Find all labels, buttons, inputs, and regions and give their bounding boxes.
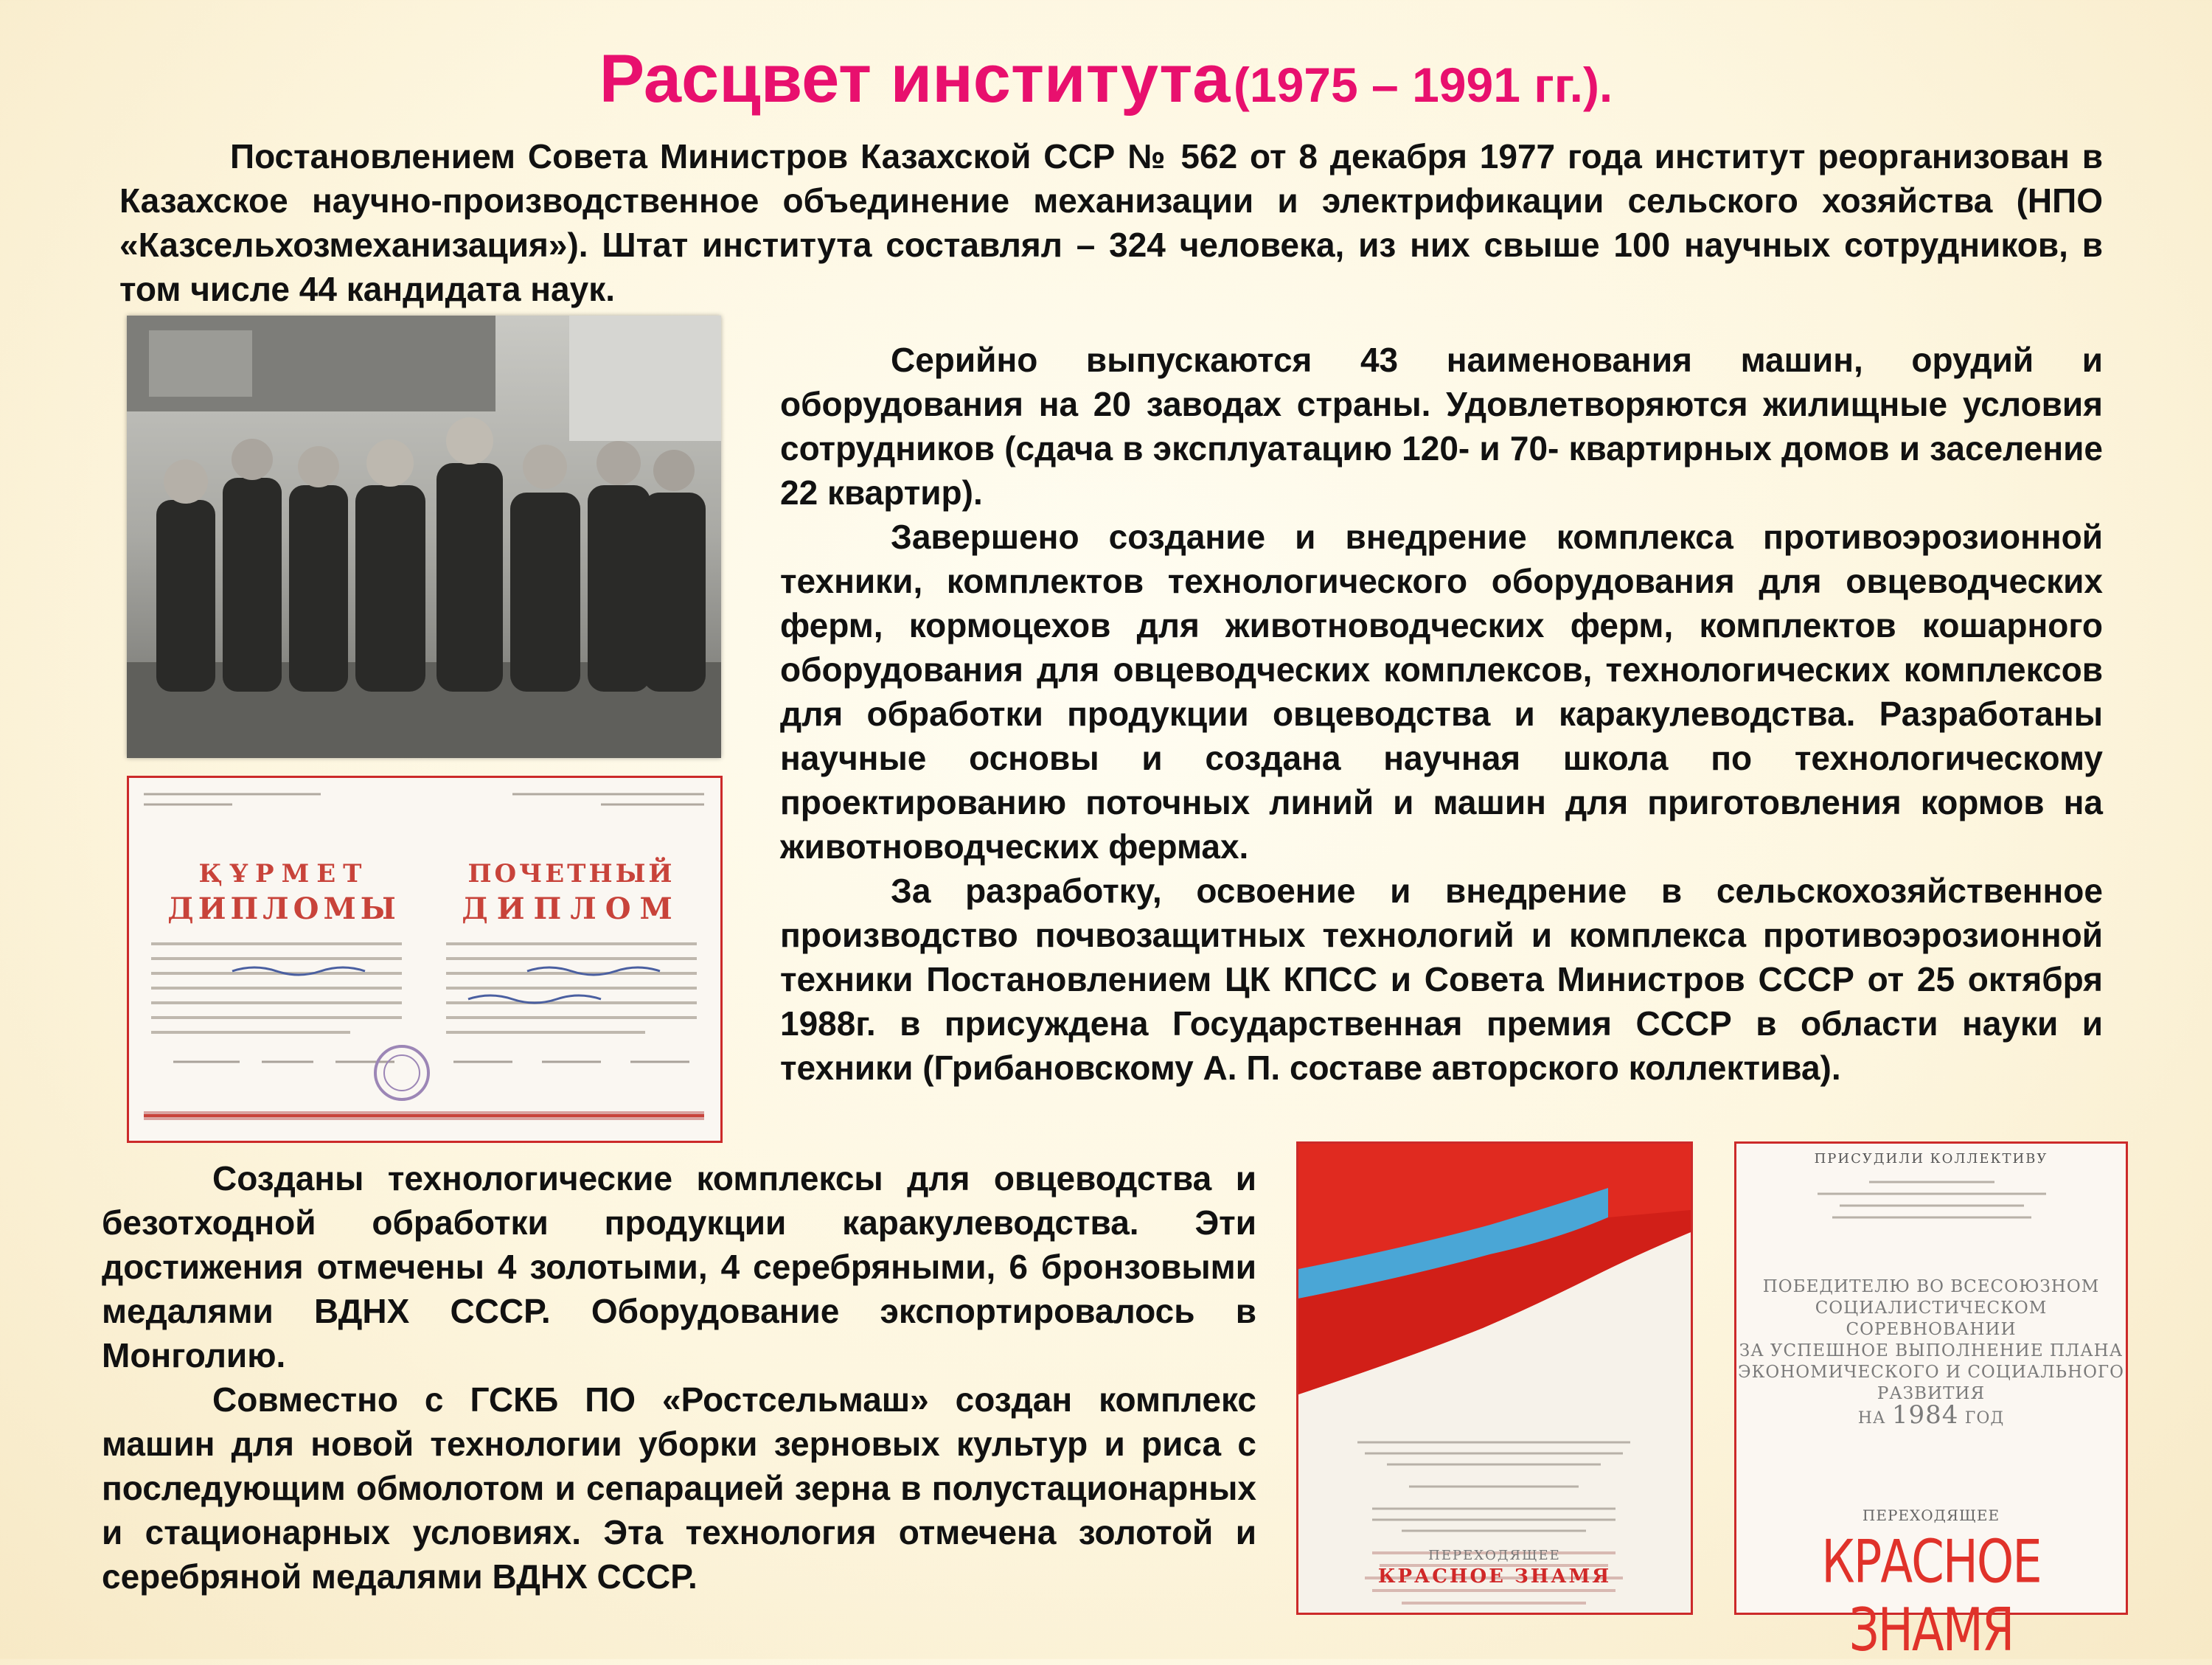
page-title xyxy=(0,38,2212,119)
banner2-award-text: ПОБЕДИТЕЛЮ ВО ВСЕСОЮЗНОМ СОЦИАЛИСТИЧЕСКОМ СОРЕВНОВАНИИ ЗА УСПЕШНОЕ ВЫПОЛНЕНИЕ ПЛАНА ЭКОНОМИЧЕСКОГО И СОЦИАЛЬНОГО РАЗВИТИЯ НА 1984 ГОД xyxy=(1737,1277,2125,1430)
banner2-org-lines xyxy=(1736,1173,2126,1232)
group-photo-image xyxy=(127,316,721,758)
banner2-name: КРАСНОЕ ЗНАМЯ xyxy=(1821,1529,2041,1665)
banner2-year-line: НА 1984 ГОД xyxy=(1857,1400,2005,1430)
intro-text: Постановлением Совета Министров Казахской ССР № 562 от 8 декабря 1977 года институт реорганизован в Казахское научно-производственное объединение механизации и электрификации сельского хозяйства (НПО «Казсельхозмеханизация»). Штат института составлял – 324 человека, из них свыше 100 научных сотрудников, в том числе 44 кандидата наук. xyxy=(119,137,2103,308)
group-photo xyxy=(127,316,721,758)
diploma-right-title: ПОЧЕТНЫЙ ДИПЛОМ xyxy=(462,859,681,926)
banner2-label: ПЕРЕХОДЯЩЕЕ xyxy=(1862,1506,2000,1524)
serial-production-text: Серийно выпускаются 43 наименования машин, орудий и оборудования на 20 заводах страны. Удовлетворяются жилищные условия сотрудников (сдача в эксплуатацию 120- и 70- квартирных домов и заселение 22 квартир). xyxy=(780,341,2103,512)
intro-paragraph xyxy=(119,134,2103,311)
diploma-decoration xyxy=(129,778,720,1141)
red-banner-kazakh-ssr xyxy=(1296,1141,1693,1615)
rostselmash-text: Совместно с ГСКБ ПО «Ростсельмаш» создан комплекс машин для новой технологии уборки зерновых культур и риса с последующим обмолотом и сепарацией зерна в полустационарных и стационарных условиях. Эта технология отмечена золотой и серебряной медалями ВДНХ СССР. xyxy=(102,1380,1256,1596)
diploma-left-title: ҚҰРМЕТ ДИПЛОМЫ xyxy=(167,859,400,926)
title-main: Расцвет института xyxy=(599,41,1231,117)
red-banner-1984 xyxy=(1734,1141,2128,1665)
complexes-text: Завершено создание и внедрение комплекса противоэрозионной техники, комплектов технологического оборудования для овцеводческих ферм, кормоцехов для животноводческих ферм, комплектов кошарного оборудования для овцеводческих комплексов, технологических комплексов для обработки продукции овцеводства и каракулеводства. Разработаны научные основы и создана научная школа по технологическому проектированию поточных линий и машин для приготовления кормов на животноводческих фермах. xyxy=(780,518,2103,866)
title-years: (1975 – 1991 гг.). xyxy=(1233,58,1613,112)
flag-image xyxy=(1298,1144,1691,1613)
banner1-name: КРАСНОЕ ЗНАМЯ xyxy=(1377,1565,1612,1588)
medals-text-block xyxy=(102,1156,1256,1599)
honorary-diploma-image xyxy=(127,776,723,1143)
achievements-text-block xyxy=(780,338,2103,1090)
banner2-header: ПРИСУДИЛИ КОЛЛЕКТИВУ xyxy=(1814,1151,2048,1167)
banner1-label: ПЕРЕХОДЯЩЕЕ xyxy=(1428,1548,1561,1563)
state-prize-text: За разработку, освоение и внедрение в сельскохозяйственное производство почвозащитных технологий и комплекса противоэрозионной техники Постановлением ЦК КПСС и Совета Министров СССР от 25 октября 1988г. в присуждена Государственная премия СССР в области науки и техники (Грибановскому А. П. составе авторского коллектива). xyxy=(780,872,2103,1087)
medals-text: Созданы технологические комплексы для овцеводства и безотходной обработки продукции каракулеводства. Эти достижения отмечены 4 золотыми, 4 серебряными, 6 бронзовыми медалями ВДНХ СССР. Оборудование экспортировалось в Монголию. xyxy=(102,1159,1256,1374)
